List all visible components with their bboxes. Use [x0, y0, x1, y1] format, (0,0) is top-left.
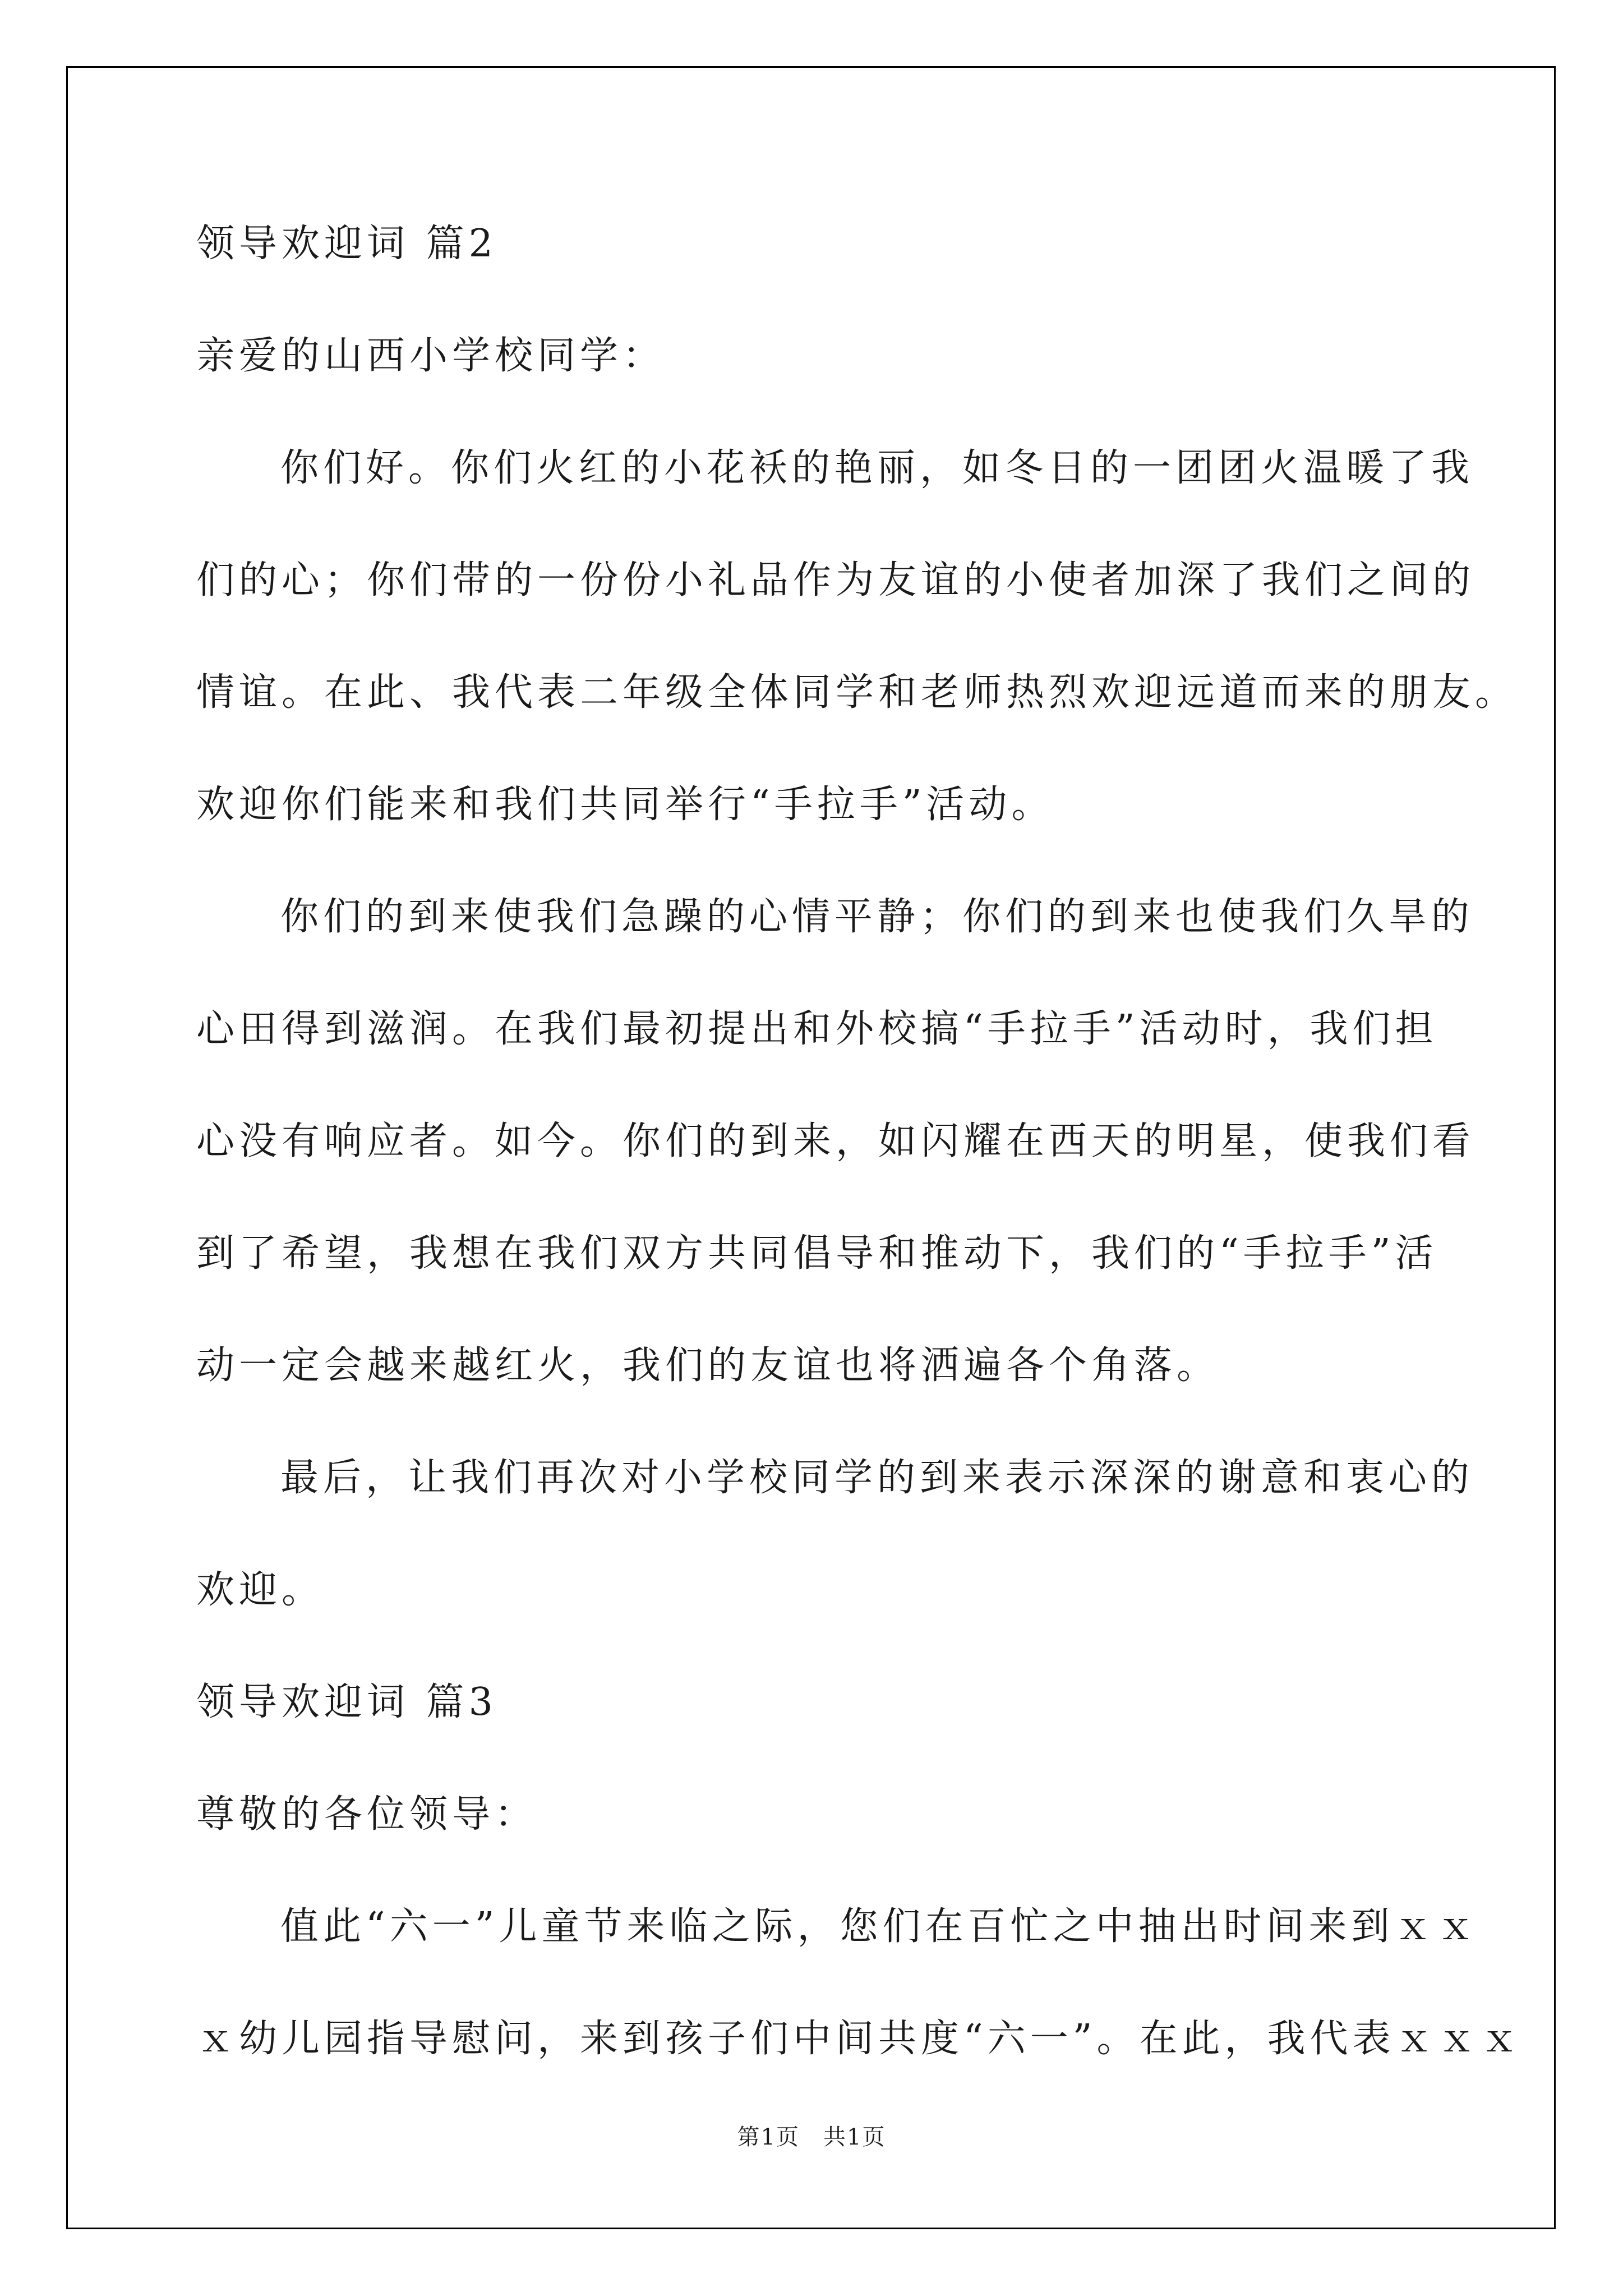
paragraph-line: 你们好。你们火红的小花袄的艳丽，如冬日的一团团火温暖了我	[280, 446, 1474, 490]
paragraph-line: 你们的到来使我们急躁的心情平静；你们的到来也使我们久旱的	[280, 895, 1474, 939]
section-heading-2: 领导欢迎词 篇2	[196, 222, 497, 266]
paragraph-line: 欢迎你们能来和我们共同举行“手拉手”活动。	[196, 783, 1054, 827]
salutation-2: 亲爱的山西小学校同学：	[196, 334, 666, 378]
paragraph-line: 动一定会越来越红火，我们的友谊也将洒遍各个角落。	[196, 1343, 1220, 1388]
paragraph-line: 到了希望，我想在我们双方共同倡导和推动下，我们的“手拉手”活	[196, 1231, 1438, 1276]
paragraph-line: 情谊。在此、我代表二年级全体同学和老师热烈欢迎远道而来的朋友。	[196, 670, 1518, 715]
paragraph-line: 心田得到滋润。在我们最初提出和外校搞“手拉手”活动时，我们担	[196, 1007, 1438, 1051]
page-footer: 第1页 共1页	[737, 2124, 886, 2150]
paragraph-line: 值此“六一”儿童节来临之际，您们在百忙之中抽出时间来到ｘｘ	[280, 1904, 1479, 1949]
paragraph-line: 最后，让我们再次对小学校同学的到来表示深深的谢意和衷心的	[280, 1456, 1474, 1500]
paragraph-line: 心没有响应者。如今。你们的到来，如闪耀在西天的明星，使我们看	[196, 1119, 1476, 1163]
paragraph-line: 们的心；你们带的一份份小礼品作为友谊的小使者加深了我们之间的	[196, 558, 1476, 602]
salutation-3: 尊敬的各位领导：	[196, 1792, 538, 1837]
paragraph-line: 欢迎。	[196, 1568, 325, 1612]
section-heading-3: 领导欢迎词 篇3	[196, 1680, 497, 1724]
paragraph-line: ｘ幼儿园指导慰问，来到孩子们中间共度“六一”。在此，我代表ｘｘｘ	[196, 2017, 1523, 2061]
